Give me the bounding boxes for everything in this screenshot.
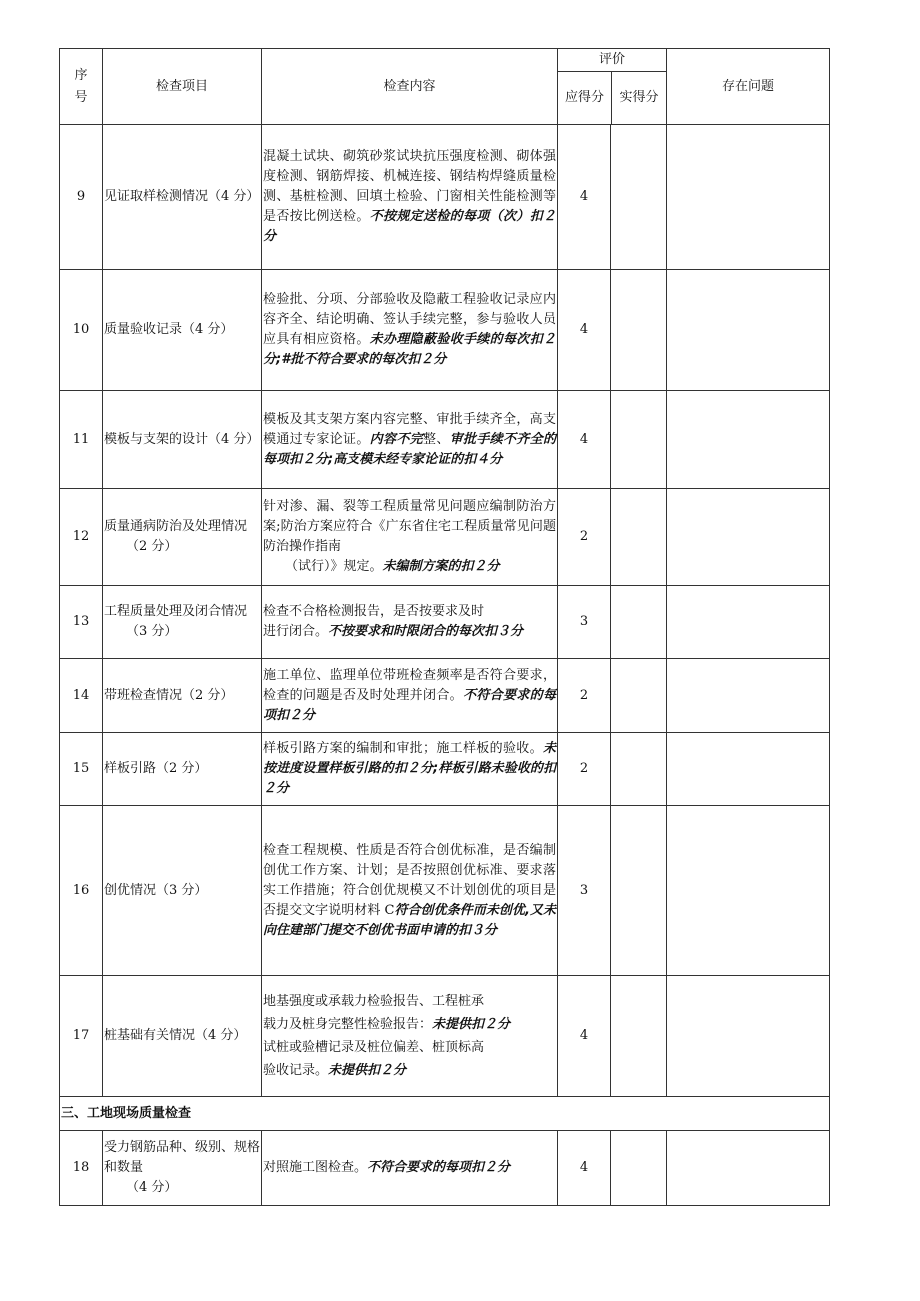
- content-text: 混凝土试块、砌筑砂浆试块抗压强度检测、砌体强度检测、钢筋焊接、机械连接、钢结构焊缝质量检测、基桩检测、回填土检验、门窗相关性能检测等是否按比例送检。: [263, 149, 556, 224]
- content-text: 载力及桩身完整性检验报告：: [263, 1017, 433, 1032]
- content-text: 检查不合格检测报告，是否按要求及时: [263, 604, 485, 619]
- row-number: 18: [60, 1131, 103, 1206]
- actual-score-cell[interactable]: [611, 976, 667, 1097]
- table-row: [60, 1131, 830, 1206]
- header-content: 检查内容: [262, 49, 558, 125]
- issues-cell[interactable]: [667, 976, 830, 1097]
- penalty-text: 未提供扣２分: [328, 1063, 407, 1078]
- content-text: 进行闭合。: [263, 624, 329, 639]
- table-row: [60, 125, 830, 270]
- inspection-table: [59, 48, 830, 1206]
- due-score: 2: [558, 659, 611, 733]
- due-score: 2: [558, 489, 611, 586]
- row-number: 12: [60, 489, 103, 586]
- row-number: 13: [60, 586, 103, 659]
- header-evaluation-sub: [558, 72, 666, 124]
- row-number: 15: [60, 733, 103, 806]
- header-issues: 存在问题: [667, 49, 830, 125]
- actual-score-cell[interactable]: [611, 733, 667, 806]
- penalty-text: 未办理隐蔽验收手续的每次扣２分;#批不符合要求的每次扣２分: [263, 332, 556, 367]
- actual-score-cell[interactable]: [611, 1131, 667, 1206]
- content-text: 施工单位、监理单位带班检查频率是否符合要求，检查的问题是否及时处理并闭合。: [263, 667, 556, 703]
- actual-score-cell[interactable]: [611, 391, 667, 489]
- header-evaluation: [558, 49, 667, 125]
- content-text: 对照施工图检查。: [263, 1160, 368, 1175]
- row-content: [262, 976, 558, 1097]
- due-score: 2: [558, 733, 611, 806]
- penalty-text: 未提供扣２分: [432, 1017, 511, 1032]
- content-text: 针对渗、漏、裂等工程质量常见问题应编制防治方案;防治方案应符合《广东省住宅工程质量常见问题防治操作指南: [263, 499, 556, 554]
- actual-score-cell[interactable]: [611, 806, 667, 976]
- header-seq-text: 序号: [74, 67, 88, 105]
- content-text: 检验批、分项、分部验收及隐蔽工程验收记录应内容齐全、结论明确、签认手续完整，参与验收人员应具有相应资格。: [263, 292, 556, 347]
- actual-score-cell[interactable]: [611, 586, 667, 659]
- penalty-text: 不按要求和时限闭合的每次扣３分: [328, 624, 524, 639]
- header-actual-score: 实得分: [619, 90, 659, 105]
- content-text: （试行）》规定。: [285, 559, 383, 574]
- actual-score-cell[interactable]: [611, 125, 667, 270]
- row-content: [262, 489, 558, 586]
- penalty-text: 未编制方案的扣２分: [382, 559, 500, 574]
- issues-cell[interactable]: [667, 270, 830, 391]
- row-item-label: 受力钢筋品种、级别、规格和数量: [104, 1140, 261, 1175]
- row-content: [262, 125, 558, 270]
- issues-cell[interactable]: [667, 586, 830, 659]
- table-row: [60, 489, 830, 586]
- content-text: 样板引路方案的编制和审批；施工样板的验收。: [263, 741, 543, 756]
- issues-cell[interactable]: [667, 1131, 830, 1206]
- row-content: [262, 1131, 558, 1206]
- row-content: [262, 270, 558, 391]
- table-row: [60, 586, 830, 659]
- issues-cell[interactable]: [667, 659, 830, 733]
- row-item-label: 工程质量处理及闭合情况: [104, 604, 248, 619]
- row-item: 桩基础有关情况（4 分）: [103, 976, 262, 1097]
- row-item-points: （2 分）: [126, 539, 178, 554]
- row-item: [103, 586, 262, 659]
- row-item: 创优情况（3 分）: [103, 806, 262, 976]
- row-item: 带班检查情况（2 分）: [103, 659, 262, 733]
- row-number: 17: [60, 976, 103, 1097]
- row-content: [262, 586, 558, 659]
- issues-cell[interactable]: [667, 733, 830, 806]
- row-content: [262, 733, 558, 806]
- section-title: 三、工地现场质量检查: [60, 1097, 830, 1131]
- table-row: [60, 659, 830, 733]
- table-row: [60, 270, 830, 391]
- table-row: [60, 806, 830, 976]
- row-item-points: （4 分）: [126, 1180, 178, 1195]
- row-content: [262, 391, 558, 489]
- due-score: 3: [558, 806, 611, 976]
- content-text: 检查工程规模、性质是否符合创优标准，是否编制创优工作方案、计划；是否按照创优标准、要求落实工作措施；符合创优规模又不计划创优的项目是否提交文字说明材料 C: [263, 842, 556, 918]
- table-row: [60, 976, 830, 1097]
- due-score: 4: [558, 1131, 611, 1206]
- issues-cell[interactable]: [667, 806, 830, 976]
- table-row: [60, 733, 830, 806]
- row-item: 见证取样检测情况（4 分）: [103, 125, 262, 270]
- row-item-points: （3 分）: [126, 624, 178, 639]
- due-score: 4: [558, 125, 611, 270]
- table-row: [60, 391, 830, 489]
- penalty-text: 不符合要求的每项扣２分: [263, 687, 556, 723]
- penalty-text: 审批手续不齐全的每项扣２分;高支模未经专家论证的扣４分: [263, 431, 556, 467]
- content-text: 地基强度或承载力检验报告、工程桩承: [263, 994, 485, 1009]
- due-score: 4: [558, 976, 611, 1097]
- content-text: 模板及其支架方案内容完整、审批手续齐全，高支模通过专家论证。: [263, 411, 556, 447]
- penalty-text: 内容不完: [369, 431, 423, 447]
- row-number: 9: [60, 125, 103, 270]
- actual-score-cell[interactable]: [611, 270, 667, 391]
- content-text: 验收记录。: [263, 1063, 329, 1078]
- penalty-text: 符合创优条件而未创优,又未向住建部门提交不创优书面申请的扣３分: [263, 902, 556, 938]
- actual-score-cell[interactable]: [611, 489, 667, 586]
- due-score: 4: [558, 391, 611, 489]
- penalty-text: 不按规定送检的每项（次）扣２分: [263, 209, 556, 244]
- row-item-label: 质量通病防治及处理情况: [104, 519, 248, 534]
- header-seq: [60, 49, 103, 125]
- row-number: 14: [60, 659, 103, 733]
- header-row: [60, 49, 830, 125]
- header-item: 检查项目: [103, 49, 262, 125]
- header-evaluation-label: 评价: [558, 49, 666, 72]
- issues-cell[interactable]: [667, 125, 830, 270]
- issues-cell[interactable]: [667, 489, 830, 586]
- row-content: [262, 806, 558, 976]
- row-item: [103, 1131, 262, 1206]
- content-text: 试桩或验槽记录及桩位偏差、桩顶标高: [263, 1040, 485, 1055]
- header-due-score: 应得分: [558, 72, 612, 124]
- penalty-text: 不符合要求的每项扣２分: [367, 1160, 511, 1175]
- content-text: 整、: [422, 431, 450, 447]
- row-item: 质量验收记录（4 分）: [103, 270, 262, 391]
- row-item: 样板引路（2 分）: [103, 733, 262, 806]
- section-row: [60, 1097, 830, 1131]
- issues-cell[interactable]: [667, 391, 830, 489]
- row-number: 16: [60, 806, 103, 976]
- row-item: 模板与支架的设计（4 分）: [103, 391, 262, 489]
- penalty-text: 未按进度设置样板引路的扣２分;样板引路未验收的扣２分: [263, 741, 556, 796]
- actual-score-cell[interactable]: [611, 659, 667, 733]
- due-score: 4: [558, 270, 611, 391]
- row-number: 10: [60, 270, 103, 391]
- due-score: 3: [558, 586, 611, 659]
- row-number: 11: [60, 391, 103, 489]
- row-item: [103, 489, 262, 586]
- row-content: [262, 659, 558, 733]
